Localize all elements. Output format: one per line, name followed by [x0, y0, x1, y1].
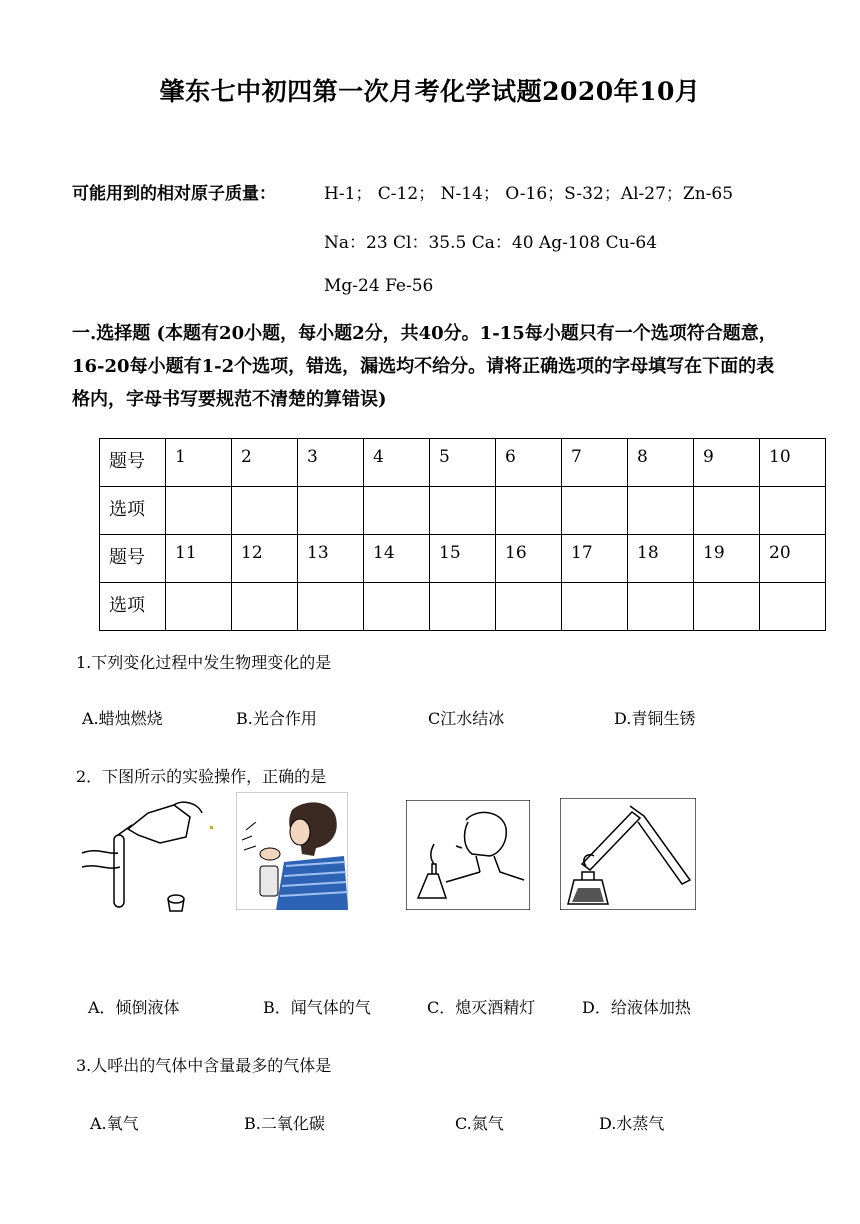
number-cell: 15 [430, 535, 496, 583]
answer-cell[interactable] [628, 583, 694, 631]
speck-mark [210, 826, 213, 829]
number-cell: 17 [562, 535, 628, 583]
atomic-mass-label: 可能用到的相对原子质量： [72, 184, 276, 204]
number-cell: 7 [562, 439, 628, 487]
answer-cell[interactable] [760, 583, 826, 631]
number-cell: 20 [760, 535, 826, 583]
row-label-number: 题号 [100, 535, 166, 583]
answer-cell[interactable] [694, 487, 760, 535]
answer-cell[interactable] [232, 583, 298, 631]
number-cell: 14 [364, 535, 430, 583]
answer-cell[interactable] [562, 583, 628, 631]
number-cell: 3 [298, 439, 364, 487]
atomic-mass-line-3: Mg-24 Fe-56 [324, 276, 434, 296]
q2-option-d: D．给液体加热 [582, 998, 691, 1017]
pouring-liquid-figure [78, 795, 208, 917]
answer-cell[interactable] [166, 583, 232, 631]
answer-cell[interactable] [364, 487, 430, 535]
answer-table [99, 438, 826, 631]
table-row [100, 583, 826, 631]
answer-cell[interactable] [166, 487, 232, 535]
smelling-gas-figure [236, 792, 348, 910]
q2-option-a: A．倾倒液体 [88, 998, 180, 1017]
answer-cell[interactable] [430, 583, 496, 631]
q3-option-d: D.水蒸气 [599, 1114, 665, 1133]
q2-option-b: B．闻气体的气 [263, 998, 371, 1017]
number-cell: 11 [166, 535, 232, 583]
heating-liquid-figure [560, 798, 696, 910]
q1-option-c: C江水结冰 [428, 709, 505, 728]
extinguishing-lamp-figure [406, 800, 530, 910]
row-label-option: 选项 [100, 487, 166, 535]
row-label-option: 选项 [100, 583, 166, 631]
answer-cell[interactable] [760, 487, 826, 535]
answer-cell[interactable] [628, 487, 694, 535]
number-cell: 13 [298, 535, 364, 583]
answer-cell[interactable] [694, 583, 760, 631]
number-cell: 2 [232, 439, 298, 487]
atomic-mass-line-2: Na：23 Cl：35.5 Ca：40 Ag-108 Cu-64 [324, 233, 658, 253]
number-cell: 8 [628, 439, 694, 487]
number-cell: 12 [232, 535, 298, 583]
number-cell: 1 [166, 439, 232, 487]
atomic-mass-line-1: H-1； C-12； N-14； O-16；S-32；Al-27；Zn-65 [324, 184, 734, 204]
answer-cell[interactable] [298, 487, 364, 535]
q2-option-c: C．熄灭酒精灯 [427, 998, 536, 1017]
number-cell: 16 [496, 535, 562, 583]
number-cell: 18 [628, 535, 694, 583]
number-cell: 9 [694, 439, 760, 487]
answer-cell[interactable] [298, 583, 364, 631]
q3-option-a: A.氧气 [90, 1114, 139, 1133]
table-row [100, 487, 826, 535]
question-2-stem: 2．下图所示的实验操作，正确的是 [76, 767, 327, 786]
number-cell: 6 [496, 439, 562, 487]
answer-cell[interactable] [562, 487, 628, 535]
answer-cell[interactable] [364, 583, 430, 631]
page-title: 肇东七中初四第一次月考化学试题2020年10月 [159, 77, 701, 106]
table-row [100, 535, 826, 583]
section-heading: 一.选择题 (本题有20小题，每小题2分，共40分。1-15每小题只有一个选项符合题意，16-20每小题有1-2个选项，错选，漏选均不给分。请将正确选项的字母填写在下面的表格内，字母书写要规范不清楚的算错误) [72, 323, 777, 410]
q1-option-d: D.青铜生锈 [614, 709, 696, 728]
answer-cell[interactable] [430, 487, 496, 535]
number-cell: 19 [694, 535, 760, 583]
answer-cell[interactable] [496, 583, 562, 631]
question-1-stem: 1.下列变化过程中发生物理变化的是 [76, 653, 332, 672]
q1-option-a: A.蜡烛燃烧 [82, 709, 163, 728]
q3-option-c: C.氮气 [455, 1114, 504, 1133]
row-label-number: 题号 [100, 439, 166, 487]
number-cell: 10 [760, 439, 826, 487]
answer-cell[interactable] [232, 487, 298, 535]
q3-option-b: B.二氧化碳 [244, 1114, 325, 1133]
answer-cell[interactable] [496, 487, 562, 535]
number-cell: 5 [430, 439, 496, 487]
q1-option-b: B.光合作用 [236, 709, 317, 728]
table-row [100, 439, 826, 487]
number-cell: 4 [364, 439, 430, 487]
question-3-stem: 3.人呼出的气体中含量最多的气体是 [76, 1056, 332, 1075]
